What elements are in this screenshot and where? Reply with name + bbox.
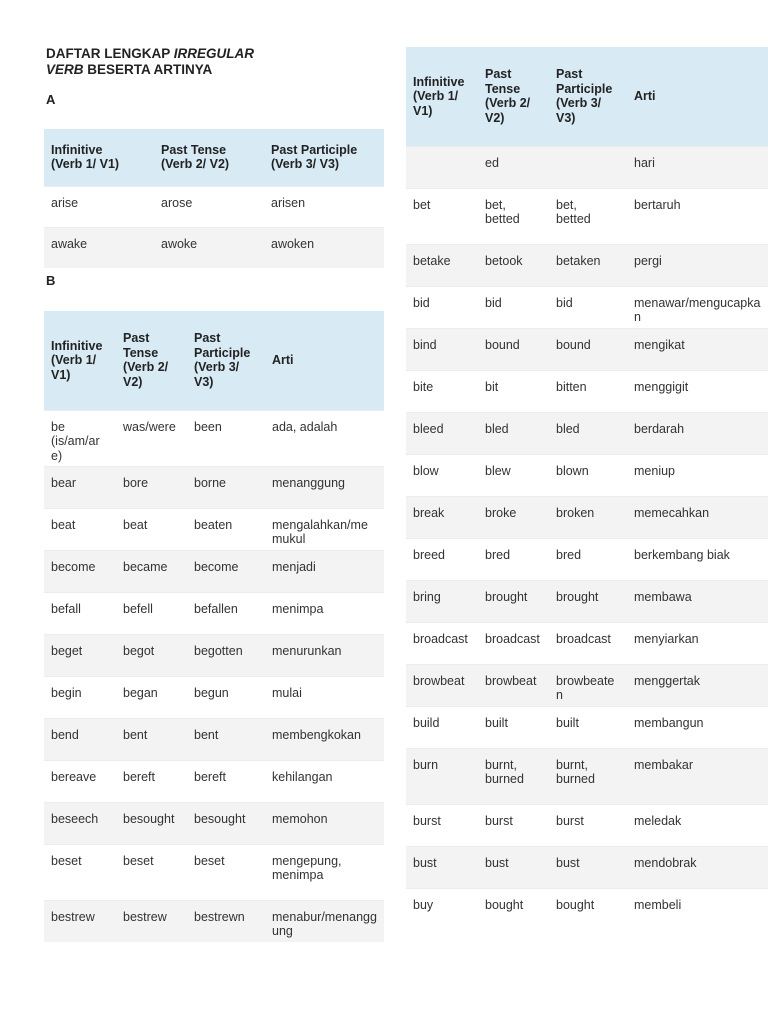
- cell-past-participle: arisen: [264, 186, 384, 227]
- cell-past-participle: bred: [549, 538, 627, 580]
- cell-arti: menawar/mengucapkan: [627, 286, 768, 328]
- cell-arti: membawa: [627, 580, 768, 622]
- cell-past-tense: became: [116, 550, 187, 592]
- table-row: [44, 844, 384, 900]
- cell-infinitive: bring: [406, 580, 478, 622]
- cell-past-participle: [549, 146, 627, 188]
- cell-infinitive: bestrew: [44, 900, 116, 942]
- cell-past-participle: become: [187, 550, 265, 592]
- cell-arti: menggigit: [627, 370, 768, 412]
- cell-arti: mengepung, menimpa: [265, 844, 384, 900]
- cell-past-participle: burnt, burned: [549, 748, 627, 804]
- cell-infinitive: begin: [44, 676, 116, 718]
- table-row: [406, 580, 768, 622]
- header-past-tense: Past Tense (Verb 2/ V2): [116, 311, 187, 410]
- cell-arti: berkembang biak: [627, 538, 768, 580]
- cell-past-participle: bereft: [187, 760, 265, 802]
- cell-arti: meledak: [627, 804, 768, 846]
- cell-past-participle: bet, betted: [549, 188, 627, 244]
- table-row: [44, 676, 384, 718]
- cell-past-tense: beat: [116, 508, 187, 550]
- table-row: [44, 466, 384, 508]
- header-infinitive: Infinitive (Verb 1/ V1): [44, 129, 154, 186]
- table-header-row: [44, 129, 384, 186]
- title-plain-2: BESERTA ARTINYA: [83, 62, 213, 77]
- cell-past-participle: besought: [187, 802, 265, 844]
- header-past-tense: Past Tense (Verb 2/ V2): [154, 129, 264, 186]
- cell-infinitive: bleed: [406, 412, 478, 454]
- cell-past-participle: brought: [549, 580, 627, 622]
- header-past-participle: Past Participle (Verb 3/ V3): [264, 129, 384, 186]
- header-infinitive: Infinitive (Verb 1/ V1): [44, 311, 116, 410]
- cell-past-participle: browbeaten: [549, 664, 627, 706]
- table-row: [406, 664, 768, 706]
- cell-arti: memecahkan: [627, 496, 768, 538]
- cell-past-tense: awoke: [154, 227, 264, 268]
- cell-arti: menjadi: [265, 550, 384, 592]
- cell-past-tense: ed: [478, 146, 549, 188]
- table-row: [406, 846, 768, 888]
- verbs-table-b-continued: [406, 47, 768, 930]
- table-header-row: [44, 311, 384, 410]
- table-row: [406, 286, 768, 328]
- table-row: [406, 622, 768, 664]
- cell-past-tense: besought: [116, 802, 187, 844]
- cell-arti: meniup: [627, 454, 768, 496]
- cell-past-participle: blown: [549, 454, 627, 496]
- cell-infinitive: breed: [406, 538, 478, 580]
- cell-past-tense: blew: [478, 454, 549, 496]
- cell-arti: menabur/menanggung: [265, 900, 384, 942]
- table-row: [406, 748, 768, 804]
- cell-past-tense: bestrew: [116, 900, 187, 942]
- header-past-participle: Past Participle (Verb 3/ V3): [187, 311, 265, 410]
- cell-past-participle: been: [187, 410, 265, 466]
- header-arti: Arti: [627, 47, 768, 146]
- cell-infinitive: betake: [406, 244, 478, 286]
- cell-infinitive: bid: [406, 286, 478, 328]
- table-row: [44, 186, 384, 227]
- table-row: [44, 634, 384, 676]
- cell-infinitive: bust: [406, 846, 478, 888]
- cell-arti: mulai: [265, 676, 384, 718]
- table-row: [406, 538, 768, 580]
- cell-infinitive: build: [406, 706, 478, 748]
- cell-past-participle: bent: [187, 718, 265, 760]
- cell-arti: memohon: [265, 802, 384, 844]
- document-title: [46, 46, 346, 78]
- cell-past-tense: broadcast: [478, 622, 549, 664]
- cell-arti: pergi: [627, 244, 768, 286]
- table-row: [406, 804, 768, 846]
- table-row: [44, 592, 384, 634]
- cell-past-participle: awoken: [264, 227, 384, 268]
- table-header-row: [406, 47, 768, 146]
- cell-infinitive: broadcast: [406, 622, 478, 664]
- cell-infinitive: buy: [406, 888, 478, 930]
- cell-past-tense: begot: [116, 634, 187, 676]
- table-row: [44, 410, 384, 466]
- cell-past-tense: bet, betted: [478, 188, 549, 244]
- cell-past-tense: bereft: [116, 760, 187, 802]
- cell-infinitive: burst: [406, 804, 478, 846]
- cell-infinitive: bet: [406, 188, 478, 244]
- cell-infinitive: break: [406, 496, 478, 538]
- table-row: [44, 508, 384, 550]
- cell-infinitive: bind: [406, 328, 478, 370]
- cell-past-participle: begotten: [187, 634, 265, 676]
- cell-past-tense: bust: [478, 846, 549, 888]
- cell-past-tense: burnt, burned: [478, 748, 549, 804]
- cell-past-tense: bid: [478, 286, 549, 328]
- table-row: [406, 454, 768, 496]
- table-row: [406, 244, 768, 286]
- cell-infinitive: be (is/am/are): [44, 410, 116, 466]
- table-row: [44, 227, 384, 268]
- table-row: [406, 706, 768, 748]
- cell-past-tense: bled: [478, 412, 549, 454]
- section-b-letter: B: [46, 273, 56, 288]
- cell-past-tense: bent: [116, 718, 187, 760]
- cell-infinitive: bite: [406, 370, 478, 412]
- cell-arti: kehilangan: [265, 760, 384, 802]
- cell-infinitive: beset: [44, 844, 116, 900]
- cell-arti: membeli: [627, 888, 768, 930]
- table-row: [406, 146, 768, 188]
- cell-past-tense: befell: [116, 592, 187, 634]
- cell-past-participle: bust: [549, 846, 627, 888]
- cell-past-participle: beaten: [187, 508, 265, 550]
- cell-arti: mengalahkan/memukul: [265, 508, 384, 550]
- cell-infinitive: beseech: [44, 802, 116, 844]
- cell-past-tense: burst: [478, 804, 549, 846]
- cell-past-participle: bound: [549, 328, 627, 370]
- cell-past-participle: bid: [549, 286, 627, 328]
- cell-arti: menggertak: [627, 664, 768, 706]
- cell-infinitive: befall: [44, 592, 116, 634]
- title-plain-1: DAFTAR LENGKAP: [46, 46, 174, 61]
- table-row: [406, 370, 768, 412]
- verbs-table-b: [44, 311, 384, 942]
- cell-past-tense: bit: [478, 370, 549, 412]
- cell-past-tense: broke: [478, 496, 549, 538]
- cell-arti: menurunkan: [265, 634, 384, 676]
- table-row: [44, 760, 384, 802]
- cell-past-participle: bitten: [549, 370, 627, 412]
- cell-infinitive: become: [44, 550, 116, 592]
- header-past-tense: Past Tense (Verb 2/ V2): [478, 47, 549, 146]
- table-row: [406, 496, 768, 538]
- table-row: [406, 328, 768, 370]
- cell-infinitive: arise: [44, 186, 154, 227]
- cell-arti: menimpa: [265, 592, 384, 634]
- section-a-letter: A: [46, 92, 56, 107]
- cell-arti: mendobrak: [627, 846, 768, 888]
- cell-past-tense: browbeat: [478, 664, 549, 706]
- cell-past-participle: bled: [549, 412, 627, 454]
- header-infinitive: Infinitive (Verb 1/ V1): [406, 47, 478, 146]
- table-row: [406, 888, 768, 930]
- verbs-table-a: [44, 129, 384, 268]
- cell-arti: mengikat: [627, 328, 768, 370]
- cell-past-tense: was/were: [116, 410, 187, 466]
- cell-infinitive: beat: [44, 508, 116, 550]
- cell-arti: menanggung: [265, 466, 384, 508]
- cell-past-participle: broadcast: [549, 622, 627, 664]
- table-row: [44, 718, 384, 760]
- cell-infinitive: blow: [406, 454, 478, 496]
- cell-arti: ada, adalah: [265, 410, 384, 466]
- cell-arti: membangun: [627, 706, 768, 748]
- cell-past-participle: broken: [549, 496, 627, 538]
- cell-arti: membengkokan: [265, 718, 384, 760]
- cell-infinitive: bear: [44, 466, 116, 508]
- cell-past-participle: betaken: [549, 244, 627, 286]
- cell-infinitive: browbeat: [406, 664, 478, 706]
- cell-infinitive: beget: [44, 634, 116, 676]
- cell-past-participle: befallen: [187, 592, 265, 634]
- cell-past-participle: begun: [187, 676, 265, 718]
- cell-past-tense: brought: [478, 580, 549, 622]
- title-italic-2: VERB: [46, 62, 84, 77]
- table-row: [44, 802, 384, 844]
- cell-arti: berdarah: [627, 412, 768, 454]
- cell-past-participle: beset: [187, 844, 265, 900]
- cell-arti: membakar: [627, 748, 768, 804]
- cell-past-tense: beset: [116, 844, 187, 900]
- cell-arti: bertaruh: [627, 188, 768, 244]
- table-row: [406, 412, 768, 454]
- cell-past-tense: bore: [116, 466, 187, 508]
- cell-past-participle: burst: [549, 804, 627, 846]
- cell-past-tense: betook: [478, 244, 549, 286]
- cell-past-tense: built: [478, 706, 549, 748]
- cell-infinitive: bend: [44, 718, 116, 760]
- header-arti: Arti: [265, 311, 384, 410]
- cell-infinitive: awake: [44, 227, 154, 268]
- cell-infinitive: bereave: [44, 760, 116, 802]
- table-row: [406, 188, 768, 244]
- cell-past-tense: bred: [478, 538, 549, 580]
- cell-arti: menyiarkan: [627, 622, 768, 664]
- cell-past-tense: bought: [478, 888, 549, 930]
- cell-infinitive: burn: [406, 748, 478, 804]
- cell-past-tense: bound: [478, 328, 549, 370]
- cell-past-participle: bestrewn: [187, 900, 265, 942]
- table-row: [44, 900, 384, 942]
- table-row: [44, 550, 384, 592]
- cell-past-tense: arose: [154, 186, 264, 227]
- cell-past-participle: built: [549, 706, 627, 748]
- cell-past-participle: bought: [549, 888, 627, 930]
- cell-past-tense: began: [116, 676, 187, 718]
- cell-infinitive: [406, 146, 478, 188]
- cell-arti: hari: [627, 146, 768, 188]
- title-italic-1: IRREGULAR: [173, 46, 254, 61]
- header-past-participle: Past Participle (Verb 3/ V3): [549, 47, 627, 146]
- cell-past-participle: borne: [187, 466, 265, 508]
